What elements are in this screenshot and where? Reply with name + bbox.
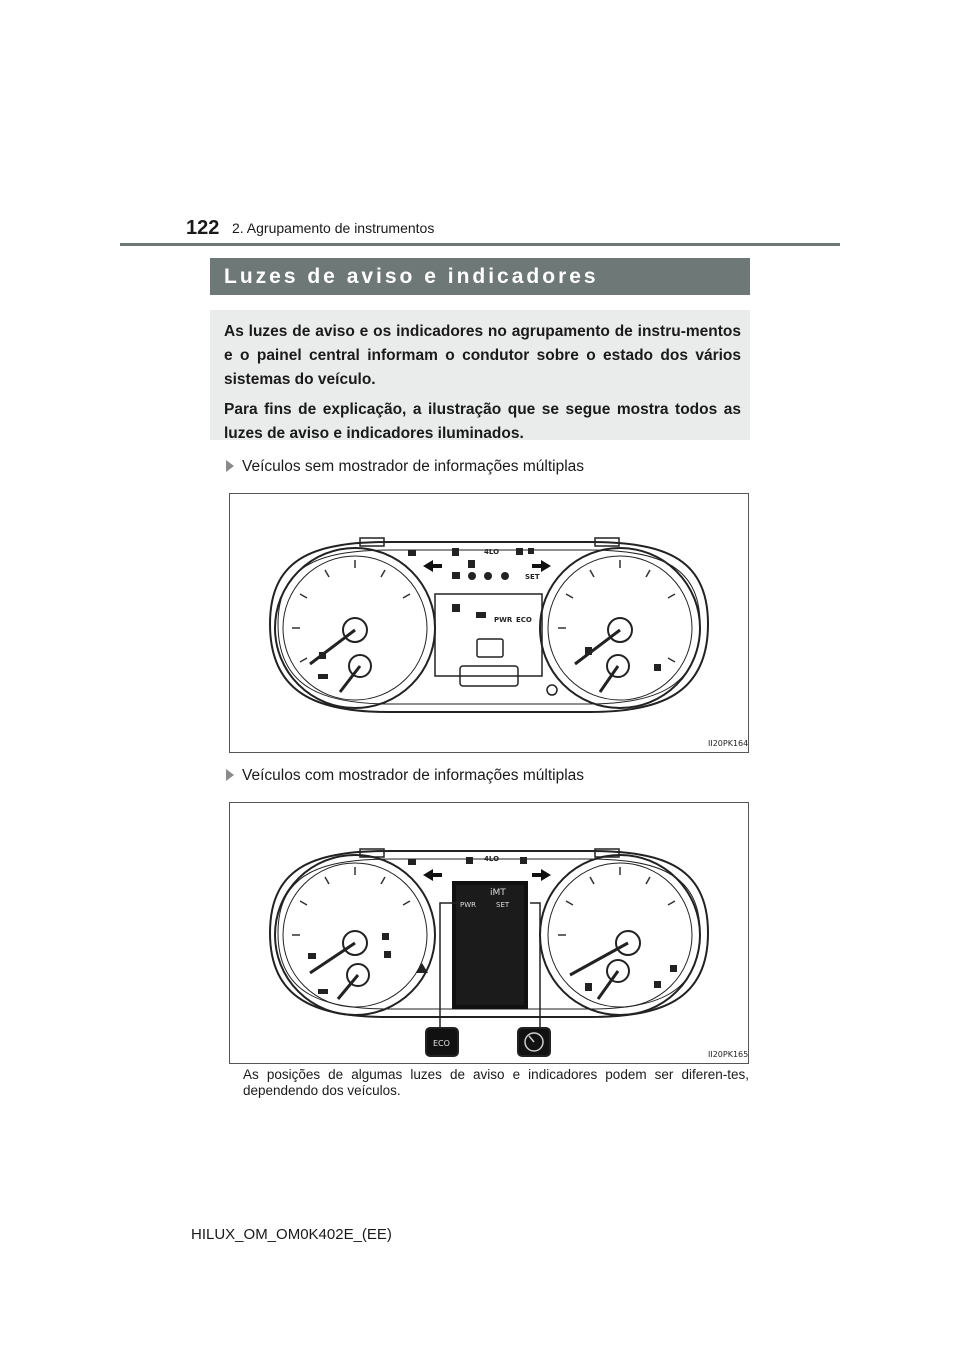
- four-lo-label: 4LO: [484, 548, 500, 556]
- instrument-cluster-illustration: [230, 494, 748, 752]
- footer-document-code: HILUX_OM_OM0K402E_(EE): [191, 1226, 392, 1243]
- section-title: Luzes de aviso e indicadores: [210, 258, 750, 295]
- chapter-breadcrumb: 2. Agrupamento de instrumentos: [232, 220, 435, 236]
- eco-callout-label: ECO: [433, 1039, 450, 1048]
- bullet-triangle-icon: [226, 769, 234, 781]
- pwr-label: PWR: [494, 616, 513, 624]
- pwr-label: PWR: [460, 901, 477, 909]
- instrument-cluster-mid-illustration: [230, 803, 748, 1063]
- four-lo-label: 4LO: [484, 855, 500, 863]
- page-number: 122: [186, 217, 220, 239]
- figure-2-code: II20PK165: [708, 1050, 748, 1059]
- set-label: SET: [496, 901, 510, 909]
- note-text: As posições de algumas luzes de aviso e indicadores podem ser diferen-tes, dependendo dos veículos.: [243, 1067, 749, 1098]
- header-divider: [120, 243, 840, 246]
- figure-1-caption: Veículos sem mostrador de informações múltiplas: [226, 458, 584, 476]
- intro-paragraph-1: As luzes de aviso e os indicadores no agrupamento de instru-mentos e o painel central informam o condutor sobre o estado dos vários sistemas do veículo.: [224, 323, 741, 388]
- intro-box: [210, 310, 750, 440]
- figure-1-code: II20PK164: [708, 739, 748, 748]
- bullet-triangle-icon: [226, 460, 234, 472]
- figure-2-caption: Veículos com mostrador de informações múltiplas: [226, 767, 584, 785]
- figure-1-cluster: [229, 493, 749, 753]
- intro-paragraph-2: Para fins de explicação, a ilustração que se segue mostra todos as luzes de aviso e indicadores iluminados.: [224, 401, 741, 442]
- figure-2-cluster: [229, 802, 749, 1064]
- imt-label: iMT: [490, 888, 506, 898]
- eco-label: ECO: [516, 616, 532, 624]
- set-label: SET: [525, 573, 540, 581]
